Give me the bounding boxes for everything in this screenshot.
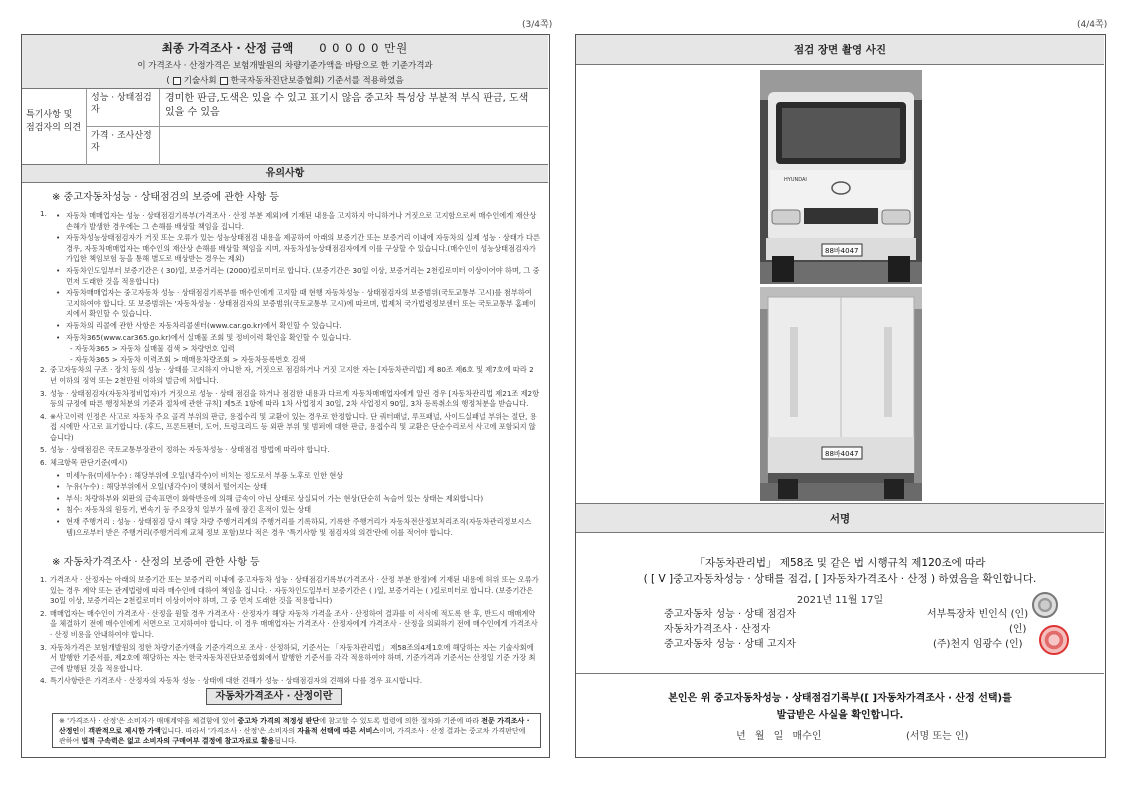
truck-front-image (760, 70, 922, 284)
appraiser-role: 자동차가격조사 · 산정자 (664, 624, 771, 635)
signature-heading: 서명 (576, 503, 1104, 533)
signer-row-notifier (664, 635, 1054, 649)
inspector-label: 성능 · 상태점검자 (87, 89, 160, 126)
buyer-signature-field[interactable]: (서명 또는 인) (906, 731, 969, 742)
declaration-line-2: ( [ V ]중고자동차성능 · 상태를 점검, [ ]자동차가격조사 · 산정 ) 하였음을 확인합니다. (643, 573, 1037, 585)
final-price-amount: 0 0 0 0 0 만원 (319, 41, 409, 55)
list-subitem: • 현재 주행거리 : 성능 · 상태점검 당시 해당 차량 주행거리계의 주행거리를 기록하되, 기록한 주행거리가 자동차전산정보처리조직(자동차관리정보시스템)으로부터 받은 주행거리(주행거리계 교체 정보 포함)보다 적은 경우 '특기사항 및 점검자의 의견'란에 이를 적어야 합니다. (54, 517, 540, 538)
signer-row-inspector (664, 605, 1054, 619)
checkbox-tech-society[interactable] (173, 77, 181, 85)
truck-front-photo (760, 70, 922, 284)
appraiser-name: (인) (1009, 624, 1027, 635)
photo-section-heading: 점검 장면 촬영 사진 (576, 35, 1104, 65)
appraisal-definition (22, 688, 548, 756)
list-item: 4. 특기사항란은 가격조사 · 산정자의 자동차 성능 · 상태에 대한 견해가 성능 · 상태점검자의 견해와 다를 경우 표시합니다. (40, 676, 423, 686)
list-subitem: • 누유(누수) : 해당부위에서 오일(냉각수)이 맺혀서 떨어지는 상태 (54, 482, 540, 493)
receipt-confirmation: 본인은 위 중고자동차성능 · 상태점검기록부([ ]자동차가격조사 · 산정 선택)를 발급받은 사실을 확인합니다. (668, 693, 1012, 721)
special-notes-label: 특기사항 및 점검자의 의견 (22, 89, 87, 165)
divider (576, 673, 1104, 674)
list-subitem: • 자동차 매매업자는 성능 · 상태점검기록부(가격조사 · 산정 부분 제외)에 기재된 내용을 고지하지 아니하거나 거짓으로 고지함으로써 매수인에게 재산상 손해가 발생한 경우에는 그 손해를 배상할 책임을 집니다. (54, 211, 540, 232)
list-item: 6. 체크항목 판단기준(예시) (40, 458, 128, 468)
checkbox-assoc[interactable] (220, 77, 228, 85)
inspector-opinion: 경미한 판금,도색은 있을 수 있고 표기시 않음 중고차 특성상 부분적 부식 판금, 도색 있을 수 있음 (165, 93, 529, 118)
section2-list (40, 575, 540, 689)
notifier-name: (주)천지 임광수 (인) (933, 639, 1023, 650)
list-subitem: • 자동차인도일부터 보증기간은 ( 30)일, 보증거리는 (2000)킬로미터로 합니다. (보증기간은 30일 이상, 보증거리는 2천킬로미터 이상이어야 하며, 그 중 먼저 도래한 것을 적용합니다) (54, 266, 540, 287)
declaration-line-1: 「자동차관리법」 제58조 및 같은 법 시행규칙 제120조에 따라 (694, 557, 986, 569)
inspector-name: 서부특장차 빈인식 (인) (927, 609, 1029, 620)
appraisal-definition-text: ※ '가격조사 · 산정'은 소비자가 매매계약을 체결함에 있어 중고차 가격의 적정성 판단에 참고할 수 있도록 법령에 의한 절차와 기준에 따라 전문 가격조사 · 산정인이 객관적으로 제시한 가액입니다. 따라서 '가격조사 · 산정'은 소비자의 자율적 선택에 따른 서비스이며, 가격조사 · 산정 결과는 중고차 가격판단에 관하여 법적 구속력은 없고 소비자의 구매여부 결정에 참고자료로 활용됩니다. (52, 713, 541, 748)
list-dash-item: - 자동차365 > 자동차 이력조회 > 매매용차량조회 > 자동차등록번호 검색 (70, 354, 306, 364)
truck-rear-image (760, 287, 922, 501)
price-basis-text: 이 가격조사 · 산정가격은 보험개발원의 차량기준가액을 바탕으로 한 기준가격과 (137, 61, 433, 71)
section1-heading: ※ 중고자동차성능 · 상태점검의 보증에 관한 사항 등 (52, 192, 280, 203)
buyer-date-line: 년 월 일 매수인 (736, 731, 822, 742)
list-item: 5. 성능 · 상태점검은 국토교통부장관이 정하는 자동차성능 · 상태점검 방법에 따라야 합니다. (40, 445, 330, 455)
list-subitem: • 자동차매매업자는 중고자동차 성능 · 상태점검기록부를 매수인에게 고지할 때 현행 자동차성능 · 상태점검자의 보증범위(국토교통부 고시)를 첨부하여 고지하여야 합니다. 또 보증범위는 '자동차성능 · 상태점검자의 보증범위(국토교통부 고시)에 따르며, 법제처 국가법령정보센터 또는 국토교통부 홈페이지에서 확인할 수 있습니다. (54, 288, 540, 320)
inspector-seal-stamp (1032, 592, 1058, 618)
list-dash-item: - 자동차365 > 자동차 실매물 검색 > 차량번호 입력 (70, 344, 235, 354)
list-subitem: • 침수: 자동차의 원동기, 변속기 등 주요장치 일부가 물에 잠긴 흔적이 있는 상태 (54, 505, 540, 516)
page-number-right: (4/4쪽) (1077, 20, 1108, 30)
appraisal-definition-title: 자동차가격조사 · 산정이란 (206, 688, 342, 705)
final-price-summary: 최종 가격조사 · 산정 금액 0 0 0 0 0 만원 이 가격조사 · 산정가격은 보험개발원의 차량기준가액을 바탕으로 한 기준가격과 ( 기술사회 한국자동차진단보증협회) 기준서를 적용하였음 (22, 35, 548, 89)
list-item: 3. 자동차가격은 보험개발원의 정한 차량기준가액을 기준가격으로 조사 · 산정하되, 기준서는 「자동차관리법」 제58조의4제1호에 해당하는 자는 기술사회에서 발행한 기준서를, 제2호에 해당하는 자는 한국자동차진단보증협회에서 발행한 기준서를 각각 적용하여야 하며, 기준가격과 기준서는 산정일 기준 가장 최근에 발행된 것을 적용합니다. (40, 642, 536, 673)
front-plate-text: 88바4047 (825, 247, 859, 255)
notifier-role: 중고자동차 성능 · 상태 고지자 (664, 639, 796, 650)
page-number-left: (3/4쪽) (522, 20, 553, 30)
truck-rear-photo (760, 287, 922, 501)
notifier-seal-stamp (1039, 625, 1069, 655)
special-notes-section (22, 89, 548, 165)
inspection-record-page-4 (575, 34, 1106, 758)
list-item: 3. 성능 · 상태점검자(자동차정비업자)가 거짓으로 성능 · 상태 점검을 하거나 점검한 내용과 다르게 자동차매매업자에게 알린 경우 [자동차관리법 제21조 제2항 등의 규정에 따른 행정처분의 기준과 절차에 관한 규칙] 제5조 1항에 따라 1차 사업정지 30일, 2차 사업정지 90일, 3차 등록취소의 행정처분을 받습니다. (40, 388, 540, 409)
declaration (576, 555, 1104, 587)
truck-brand-text: HYUNDAI (784, 177, 807, 183)
appraiser-label: 가격 · 조사산정자 (87, 127, 160, 165)
signer-row-appraiser (664, 620, 1054, 634)
list-subitem: • 자동차의 리콜에 관한 사항은 자동차리콜센터(www.car.go.kr)에서 확인할 수 있습니다. (54, 321, 540, 332)
list-subitem: • 부식: 차량하부와 외판의 금속표면이 화학반응에 의해 금속이 아닌 상태로 상실되어 가는 현상(단순히 녹슬어 있는 상태는 제외합니다) (54, 494, 540, 505)
option-tech-society: 기술사회 (183, 76, 217, 86)
rear-plate-text: 88바4047 (825, 450, 859, 458)
option-assoc: 한국자동차진단보증협회) 기준서를 적용하였음 (230, 76, 404, 86)
list-subitem: • 자동차365(www.car365.go.kr)에서 실매물 조회 및 정비이력 확인을 확인할 수 있습니다. (54, 333, 540, 344)
list-item: 2. 매매업자는 매수인이 가격조사 · 산정을 원할 경우 가격조사 · 산정자가 해당 자동차 가격을 조사 · 산정하여 결과를 이 서식에 적도록 한 후, 반드시 매매계약을 체결하기 전에 매수인에게 서면으로 고지하여야 합니다. 이 경우 매매업자는 가격조사 · 산정자에게 가격조사 · 산정을 의뢰하기 전에 매수인에게 가격조사 · 산정 비용을 안내하여야 합니다. (40, 608, 538, 639)
inspector-role: 중고자동차 성능 · 상태 점검자 (664, 609, 796, 620)
inspection-record-page-3 (21, 34, 550, 758)
list-item: 4. ※사고이력 인정은 사고로 자동차 주요 골격 부위의 판금, 용접수리 및 교환이 있는 경우로 한정합니다. 단 쿼터패널, 루프패널, 사이드실패널 부위는 절단, 용접 시에만 사고로 표기합니다. (후드, 프론트펜더, 도어, 트렁크리드 등 외판 부위 및 범퍼에 대한 판금, 용접수리 및 교환은 단순수리로서 사고에 포함되지 않습니다) (40, 411, 537, 442)
list-subitem: • 미세누유(미세누수) : 해당부위에 오일(냉각수)이 비치는 정도로서 부품 노후로 인한 현상 (54, 471, 540, 482)
cautions-heading: 유의사항 (22, 165, 548, 183)
final-price-title: 최종 가격조사 · 산정 금액 (161, 41, 294, 55)
list-item: 2. 중고자동차의 구조 · 장치 등의 성능 · 상태를 고지하지 아니한 자, 거짓으로 점검하거나 거짓 고지한 자는 [자동차관리법] 제 80조 제6호 및 제7호에 따라 2년 이하의 징역 또는 2천만원 이하의 벌금에 처합니다. (40, 365, 534, 385)
signature-date: 2021년 11월 17일 (796, 595, 884, 606)
list-item: 1. 가격조사 · 산정자는 아래의 보증기간 또는 보증거리 이내에 중고자동차 성능 · 상태점검기록부(가격조사 · 산정 부분 한정)에 기재된 내용에 허위 또는 오류가 있는 경우 계약 또는 관계법령에 따라 매수인에 대하여 책임을 집니다. · 자동차인도일부터 보증기간은 ( )일, 보증거리는 ( )킬로미터로 합니다. (보증기간은 30일 이상, 보증거리는 2천킬로미터 이상이어야 하며, 그 중 먼저 도래한 것을 적용합니다) (40, 575, 539, 606)
section2-heading: ※ 자동차가격조사 · 산정의 보증에 관한 사항 등 (52, 557, 260, 568)
section1-list: 1. • 자동차 매매업자는 성능 · 상태점검기록부(가격조사 · 산정 부분 제외)에 기재된 내용을 고지하지 아니하거나 거짓으로 고지함으로써 매수인에게 재산상 손해가 발생한 경우에는 그 손해를 배상할 책임을 집니다. • 자동차성능상태점검자가 거짓 또는 오류가 있는 성능상태점검 내용을 제공하여 아래의 보증기간 또는 보증거리 이내에 자동차의 실제 성능 · 상태가 다른 경우, 자동차매매업자는 매수인의 재산상 손해를 배상할 책임을 지며, 자동차성능상태점검자에게 이를 구상할 수 있습니다.(매수인이 성능상태점검자가 가입한 책임보험 등을 통해 별도로 배상받는 경우는 제외) • 자동차인도일부터 보증기간은 ( 30)일, 보증거리는 (2000)킬로미터로 합니다. (보증기간은 30일 이상, 보증거리는 2천킬로미터 이상이어야 하며, 그 중 먼저 도래한 것을 적용합니다) • 자동차매매업자는 중고자동차 성능 · 상태점검기록부를 매수인에게 고지할 때 현행 자동차성능 · 상태점검자의 보증범위(국토교통부 고시)를 첨부하여 고지하여야 합니다. 또 보증범위는 '자동차성능 · 상태점검자의 보증범위(국토교통부 고시)에 따르며, 법제처 국가법령정보센터 또는 국토교통부 홈페이지에서 확인할 수 있습니다. • 자동차의 리콜에 관한 사항은 자동차리콜센터(www.car.go.kr)에서 확인할 수 있습니다. • 자동차365(www.car365.go.kr)에서 실매물 조회 및 정비이력 확인을 확인할 수 있습니다. - 자동차365 > 자동차 실매물 검색 > 차량번호 입력 - 자동차365 > 자동차 이력조회 > 매매용차량조회 > 자동차등록번호 검색 2. 중고자동차의 구조 · 장치 등의 성능 · 상태를 고지하지 아니한 자, 거짓으로 점검하거나 거짓 고지한 자는 [자동차관리법] 제 80조 제6호 및 제7호에 따라 2년 이하의 징역 또는 2천만원 이하의 벌금에 처합니다. 3. 성능 · 상태점검자(자동차정비업자)가 거짓으로 성능 · 상태 점검을 하거나 점검한 내용과 다르게 자동차매매업자에게 알린 경우 [자동차관리법 제21조 제2항 등의 규정에 따른 행정처분의 기준과 절차에 관한 규칙] 제5조 1항에 따라 1차 사업정지 30일, 2차 사업정지 90일, 3차 등록취소의 행정처분을 받습니다. 4. ※사고이력 인정은 사고로 자동차 주요 골격 부위의 판금, 용접수리 및 교환이 있는 경우로 한정합니다. 단 쿼터패널, 루프패널, 사이드실패널 부위는 절단, 용접 시에만 사고로 표기합니다. (후드, 프론트펜더, 도어, 트렁크리드 등 외판 부위 및 범퍼에 대한 판금, 용접수리 및 교환은 단순수리로서 사고에 포함되지 않습니다) 5. 성능 · 상태점검은 국토교통부장관이 정하는 자동차성능 · 상태점검 방법에 따라야 합니다. 6. 체크항목 판단기준(예시) • 미세누유(미세누수) : 해당부위에 오일(냉각수)이 비치는 정도로서 부품 노후로 인한 현상 • 누유(누수) : 해당부위에서 오일(냉각수)이 맺혀서 떨어지는 상태 • 부식: 차량하부와 외판의 금속표면이 화학반응에 의해 금속이 아닌 상태로 상실되어 가는 현상(단순히 녹슬어 있는 상태는 제외합니다) • 침수: 자동차의 원동기, 변속기 등 주요장치 일부가 물에 잠긴 흔적이 있는 상태 • 현재 주행거리 : 성능 · 상태점검 당시 해당 차량 주행거리계의 주행거리를 기록하되, 기록한 주행거리가 자동차전산정보처리조직(자동차관리정보시스템)으로부터 받은 주행거리(주행거리계 교체 정보 포함)보다 적은 경우 '특기사항 및 점검자의 의견'란에 이를 적어야 합니다. (40, 209, 540, 539)
list-subitem: • 자동차성능상태점검자가 거짓 또는 오류가 있는 성능상태점검 내용을 제공하여 아래의 보증기간 또는 보증거리 이내에 자동차의 실제 성능 · 상태가 다른 경우, 자동차매매업자는 매수인의 재산상 손해를 배상할 책임을 지며, 자동차성능상태점검자에게 이를 구상할 수 있습니다.(매수인이 성능상태점검자가 가입한 책임보험 등을 통해 별도로 배상받는 경우는 제외) (54, 233, 540, 265)
